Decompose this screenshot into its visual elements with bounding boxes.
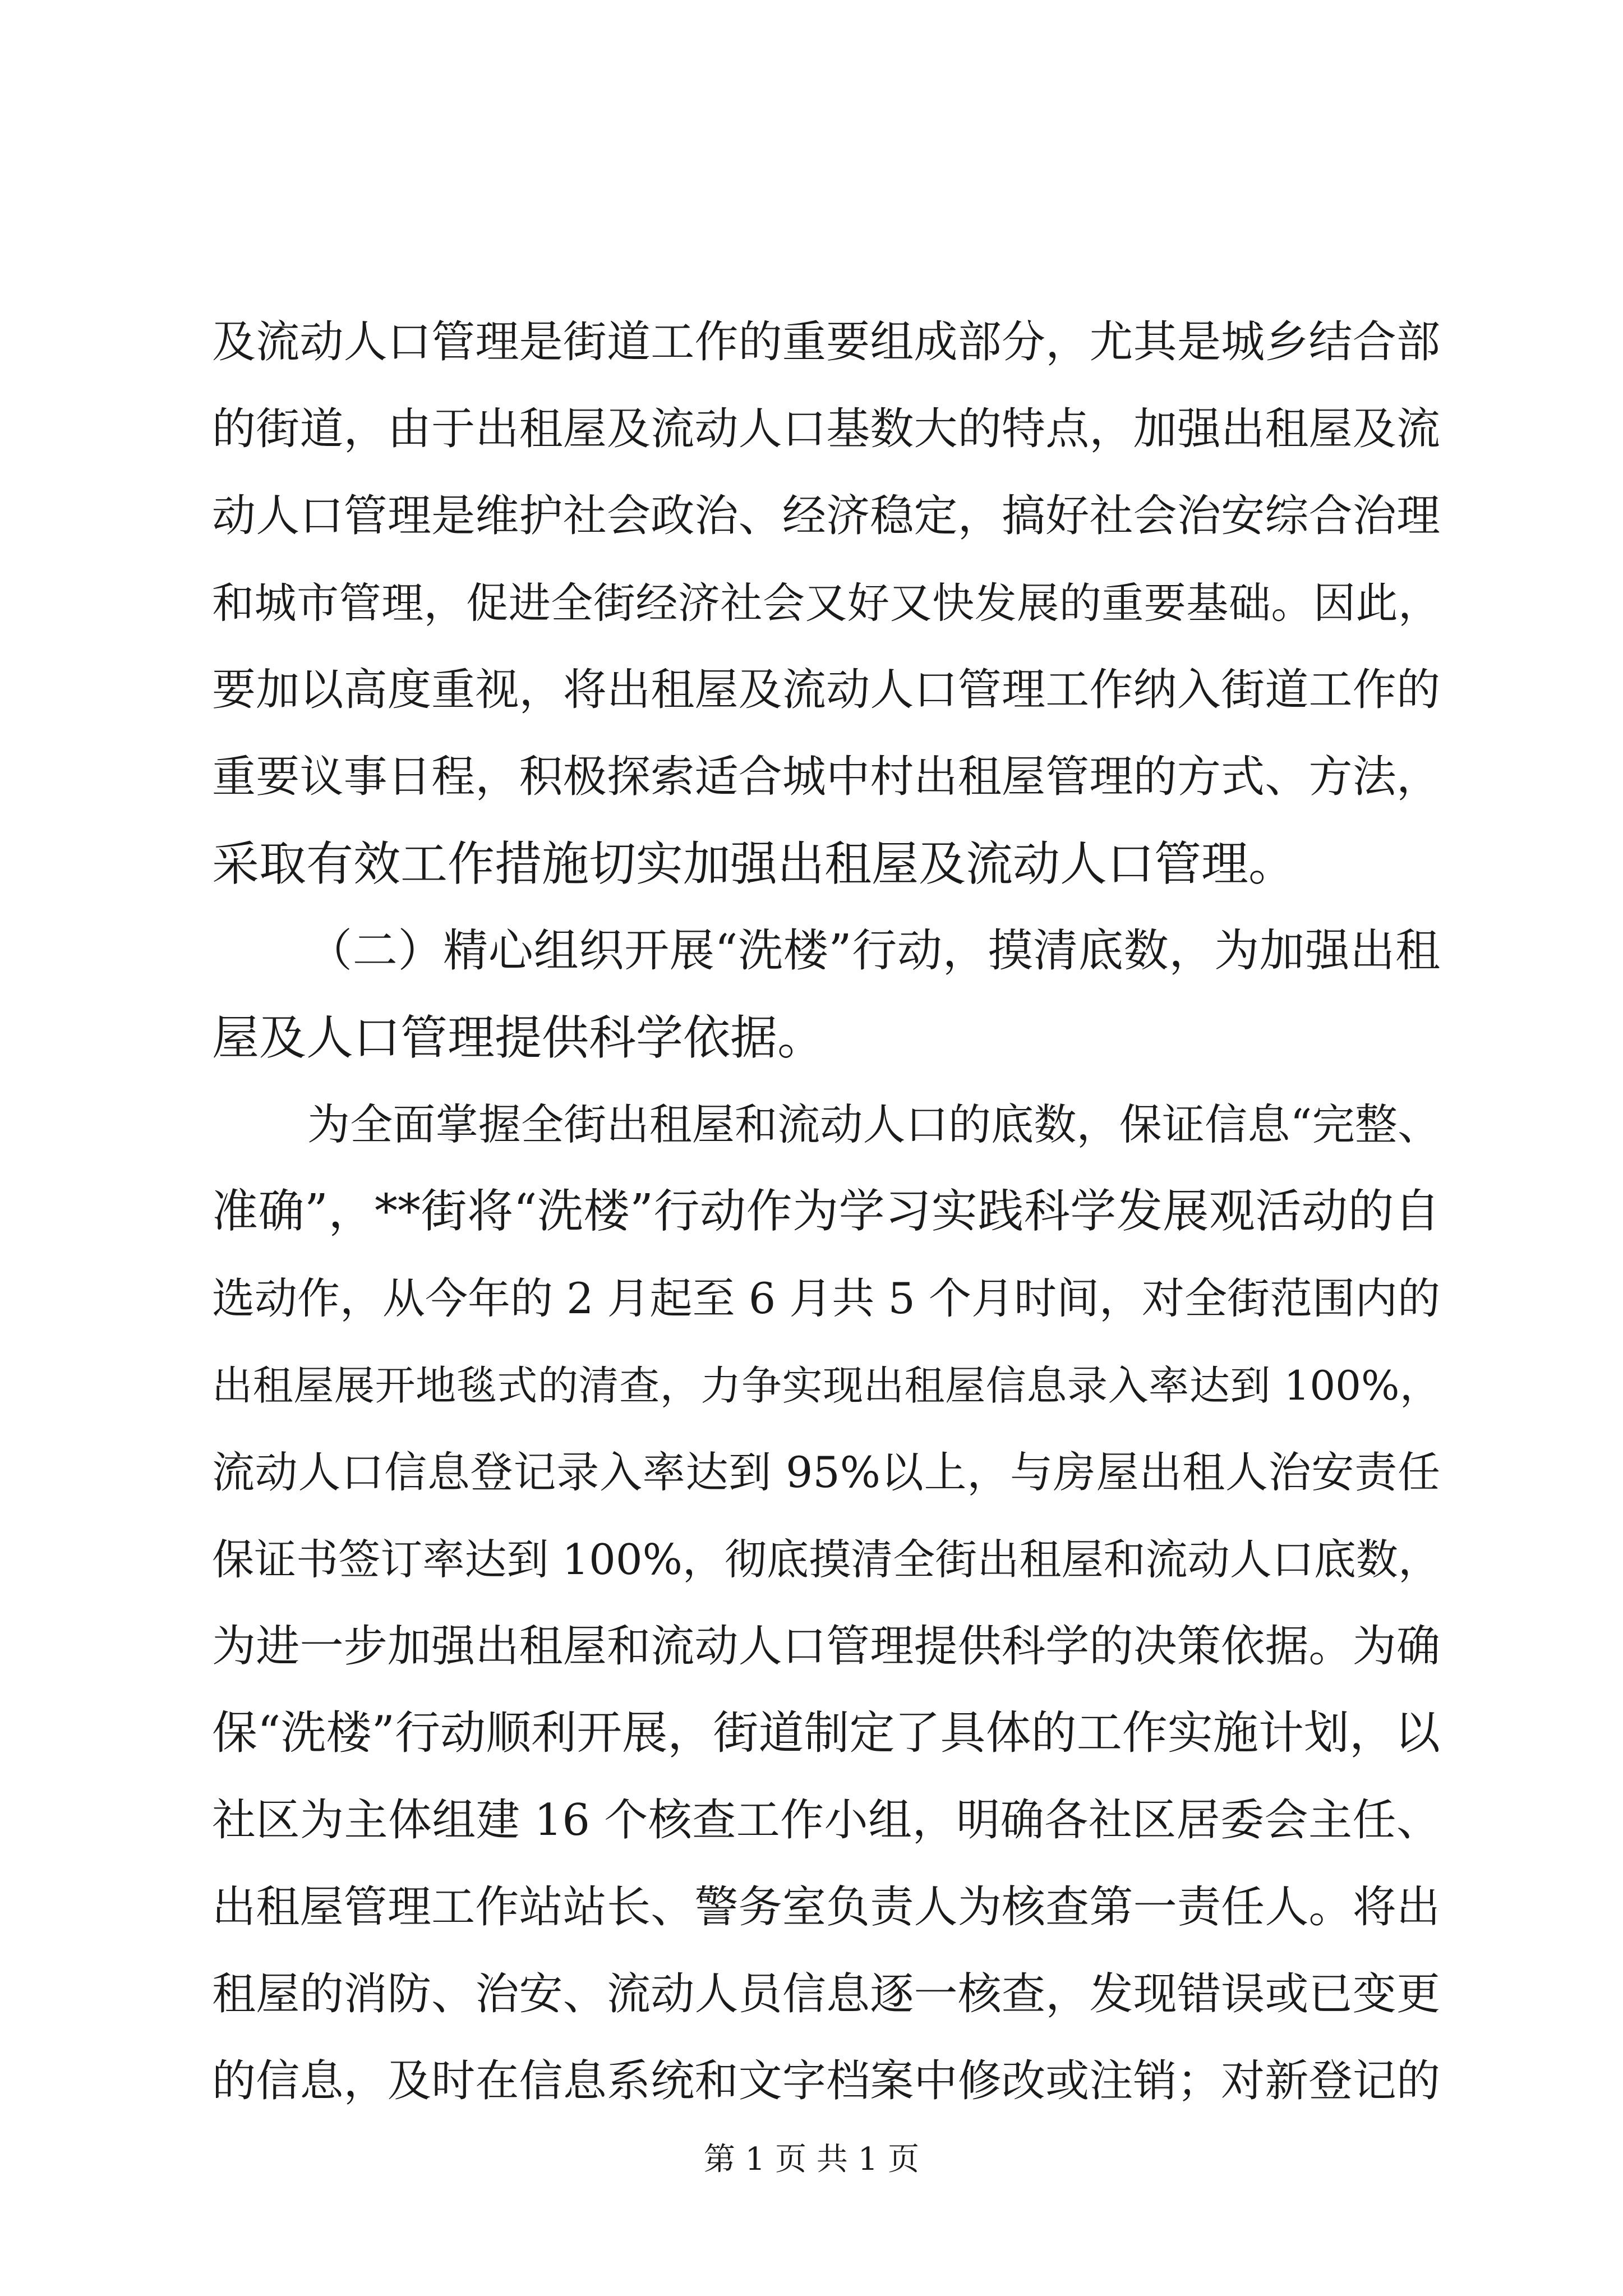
body-line-17: 保“洗楼”行动顺利开展，街道制定了具体的工作实施计划，以 [212,1707,1440,1760]
body-line-6: 重要议事日程，积极探索适合城中村出租屋管理的方式、方法， [212,752,1440,802]
body-line-10: 为全面掌握全街出租屋和流动人口的底数，保证信息“完整、 [307,1099,1440,1149]
body-line-21: 的信息，及时在信息系统和文字档案中修改或注销；对新登记的 [212,2056,1440,2106]
body-line-11: 准确”，**街将“洗楼”行动作为学习实践科学发展观活动的自 [212,1185,1440,1238]
section-heading-line-2: 屋及人口管理提供科学依据。 [212,1010,825,1065]
body-line-3: 动人口管理是维护社会政治、经济稳定，搞好社会治安综合治理 [212,491,1440,541]
section-heading-line-1: （二）精心组织开展“洗楼”行动，摸清底数，为加强出租 [307,924,1440,977]
body-line-15: 保证书签订率达到 100%，彻底摸清全街出租屋和流动人口底数， [212,1535,1440,1584]
body-line-7: 采取有效工作措施切实加强出租屋及流动人口管理。 [212,836,1296,891]
body-line-18: 社区为主体组建 16 个核查工作小组，明确各社区居委会主任、 [212,1795,1440,1846]
page-footer: 第 1 页 共 1 页 [703,2141,920,2178]
body-line-2: 的街道，由于出租屋及流动人口基数大的特点，加强出租屋及流 [212,404,1440,454]
body-line-16: 为进一步加强出租屋和流动人口管理提供科学的决策依据。为确 [212,1621,1440,1672]
body-line-1: 及流动人口管理是街道工作的重要组成部分，尤其是城乡结合部 [212,317,1440,367]
body-line-13: 出租屋展开地毯式的清查，力争实现出租屋信息录入率达到 100%， [212,1362,1440,1409]
body-line-5: 要加以高度重视，将出租屋及流动人口管理工作纳入街道工作的 [212,665,1440,715]
body-line-4: 和城市管理，促进全街经济社会又好又快发展的重要基础。因此， [212,578,1440,628]
body-line-20: 租屋的消防、治安、流动人员信息逐一核查，发现错误或已变更 [212,1969,1440,2019]
body-line-19: 出租屋管理工作站站长、警务室负责人为核查第一责任人。将出 [212,1882,1440,1932]
body-line-12: 选动作，从今年的 2 月起至 6 月共 5 个月时间，对全街范围内的 [212,1273,1440,1323]
body-line-14: 流动人口信息登记录入率达到 95%以上，与房屋出租人治安责任 [212,1447,1440,1497]
